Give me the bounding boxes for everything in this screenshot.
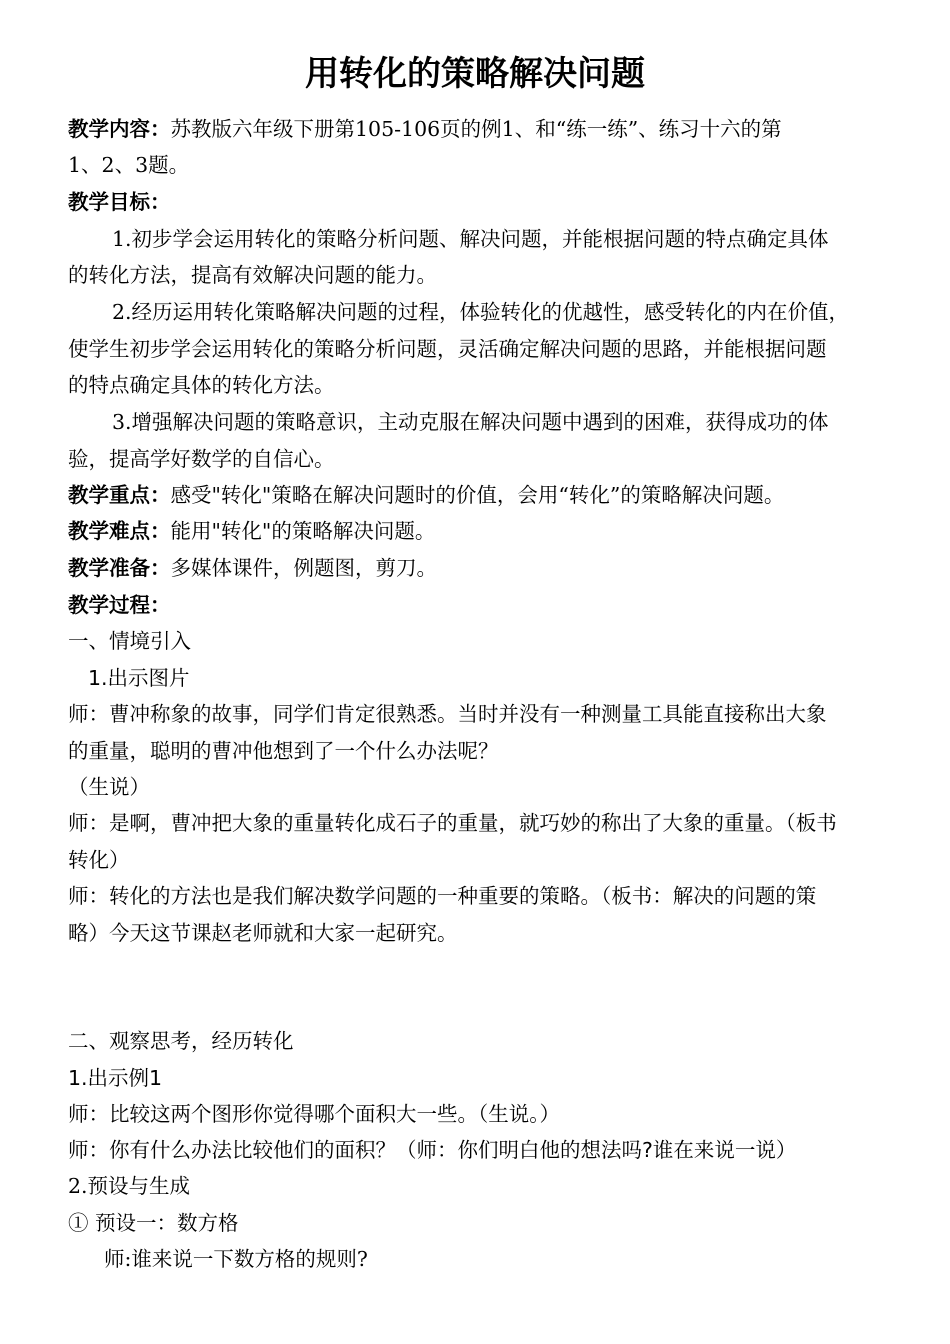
- section-1-para-2: （生说）: [68, 775, 150, 799]
- section-1-heading: 一、情境引入: [68, 629, 191, 653]
- preparation-text: 多媒体课件，例题图，剪刀。: [170, 556, 437, 580]
- goal-3-line-2: 验，提高学好数学的自信心。: [68, 447, 335, 471]
- key-point-text: 感受"转化"策略在解决问题时的价值，会用“转化”的策略解决问题。: [170, 483, 785, 507]
- section-2-item-2: 2.预设与生成: [68, 1174, 191, 1198]
- teaching-goals-label: 教学目标：: [68, 190, 171, 214]
- goal-2-line-2: 使学生初步学会运用转化的策略分析问题，灵活确定解决问题的思路，并能根据问题: [68, 337, 827, 361]
- goal-1-line-1: 1.初步学会运用转化的策略分析问题、解决问题，并能根据问题的特点确定具体: [112, 227, 829, 251]
- process-label: 教学过程：: [68, 593, 171, 617]
- goal-1-line-2: 的转化方法，提高有效解决问题的能力。: [68, 263, 437, 287]
- difficulty: [68, 516, 898, 546]
- difficulty-text: 能用"转化"的策略解决问题。: [170, 519, 436, 543]
- teaching-content-label: 教学内容：: [68, 117, 171, 141]
- teaching-content-continued: 1、2、3题。: [68, 153, 190, 177]
- section-2-para-1: 师：比较这两个图形你觉得哪个面积大一些。（生说。）: [68, 1102, 560, 1126]
- section-1-para-4-line-1: 师：转化的方法也是我们解决数学问题的一种重要的策略。（板书：解决的问题的策: [68, 884, 817, 908]
- goal-2-line-3: 的特点确定具体的转化方法。: [68, 373, 335, 397]
- teaching-content: [68, 114, 898, 144]
- goal-3-line-1: 3.增强解决问题的策略意识，主动克服在解决问题中遇到的困难，获得成功的体: [112, 410, 829, 434]
- section-1-para-3-line-2: 转化）: [68, 848, 130, 872]
- section-2-para-3: 师:谁来说一下数方格的规则?: [104, 1247, 368, 1271]
- section-1-para-1-line-2: 的重量，聪明的曹冲他想到了一个什么办法呢？: [68, 739, 499, 763]
- section-2-item-1: 1.出示例1: [68, 1066, 163, 1090]
- section-1-para-4-line-2: 略）今天这节课赵老师就和大家一起研究。: [68, 921, 458, 945]
- section-1-item-1: 1.出示图片: [88, 666, 190, 690]
- section-2-heading: 二、观察思考，经历转化: [68, 1029, 294, 1053]
- document-title: 用转化的策略解决问题: [305, 54, 645, 94]
- section-2-preset-1: ① 预设一：数方格: [68, 1211, 239, 1235]
- section-1-para-3-line-1: 师：是啊，曹冲把大象的重量转化成石子的重量，就巧妙的称出了大象的重量。（板书: [68, 811, 837, 835]
- preparation: [68, 553, 898, 583]
- preparation-label: 教学准备：: [68, 556, 171, 580]
- teaching-content-text: 苏教版六年级下册第105-106页的例1、和“练一练”、练习十六的第: [170, 117, 782, 141]
- section-2-para-2: 师：你有什么办法比较他们的面积？（师：你们明白他的想法吗?谁在来说一说）: [68, 1138, 797, 1162]
- key-point-label: 教学重点：: [68, 483, 171, 507]
- difficulty-label: 教学难点：: [68, 519, 171, 543]
- key-point: [68, 480, 898, 510]
- section-1-para-1-line-1: 师：曹冲称象的故事，同学们肯定很熟悉。当时并没有一种测量工具能直接称出大象: [68, 702, 827, 726]
- goal-2-line-1: 2.经历运用转化策略解决问题的过程，体验转化的优越性，感受转化的内在价值，: [112, 300, 850, 324]
